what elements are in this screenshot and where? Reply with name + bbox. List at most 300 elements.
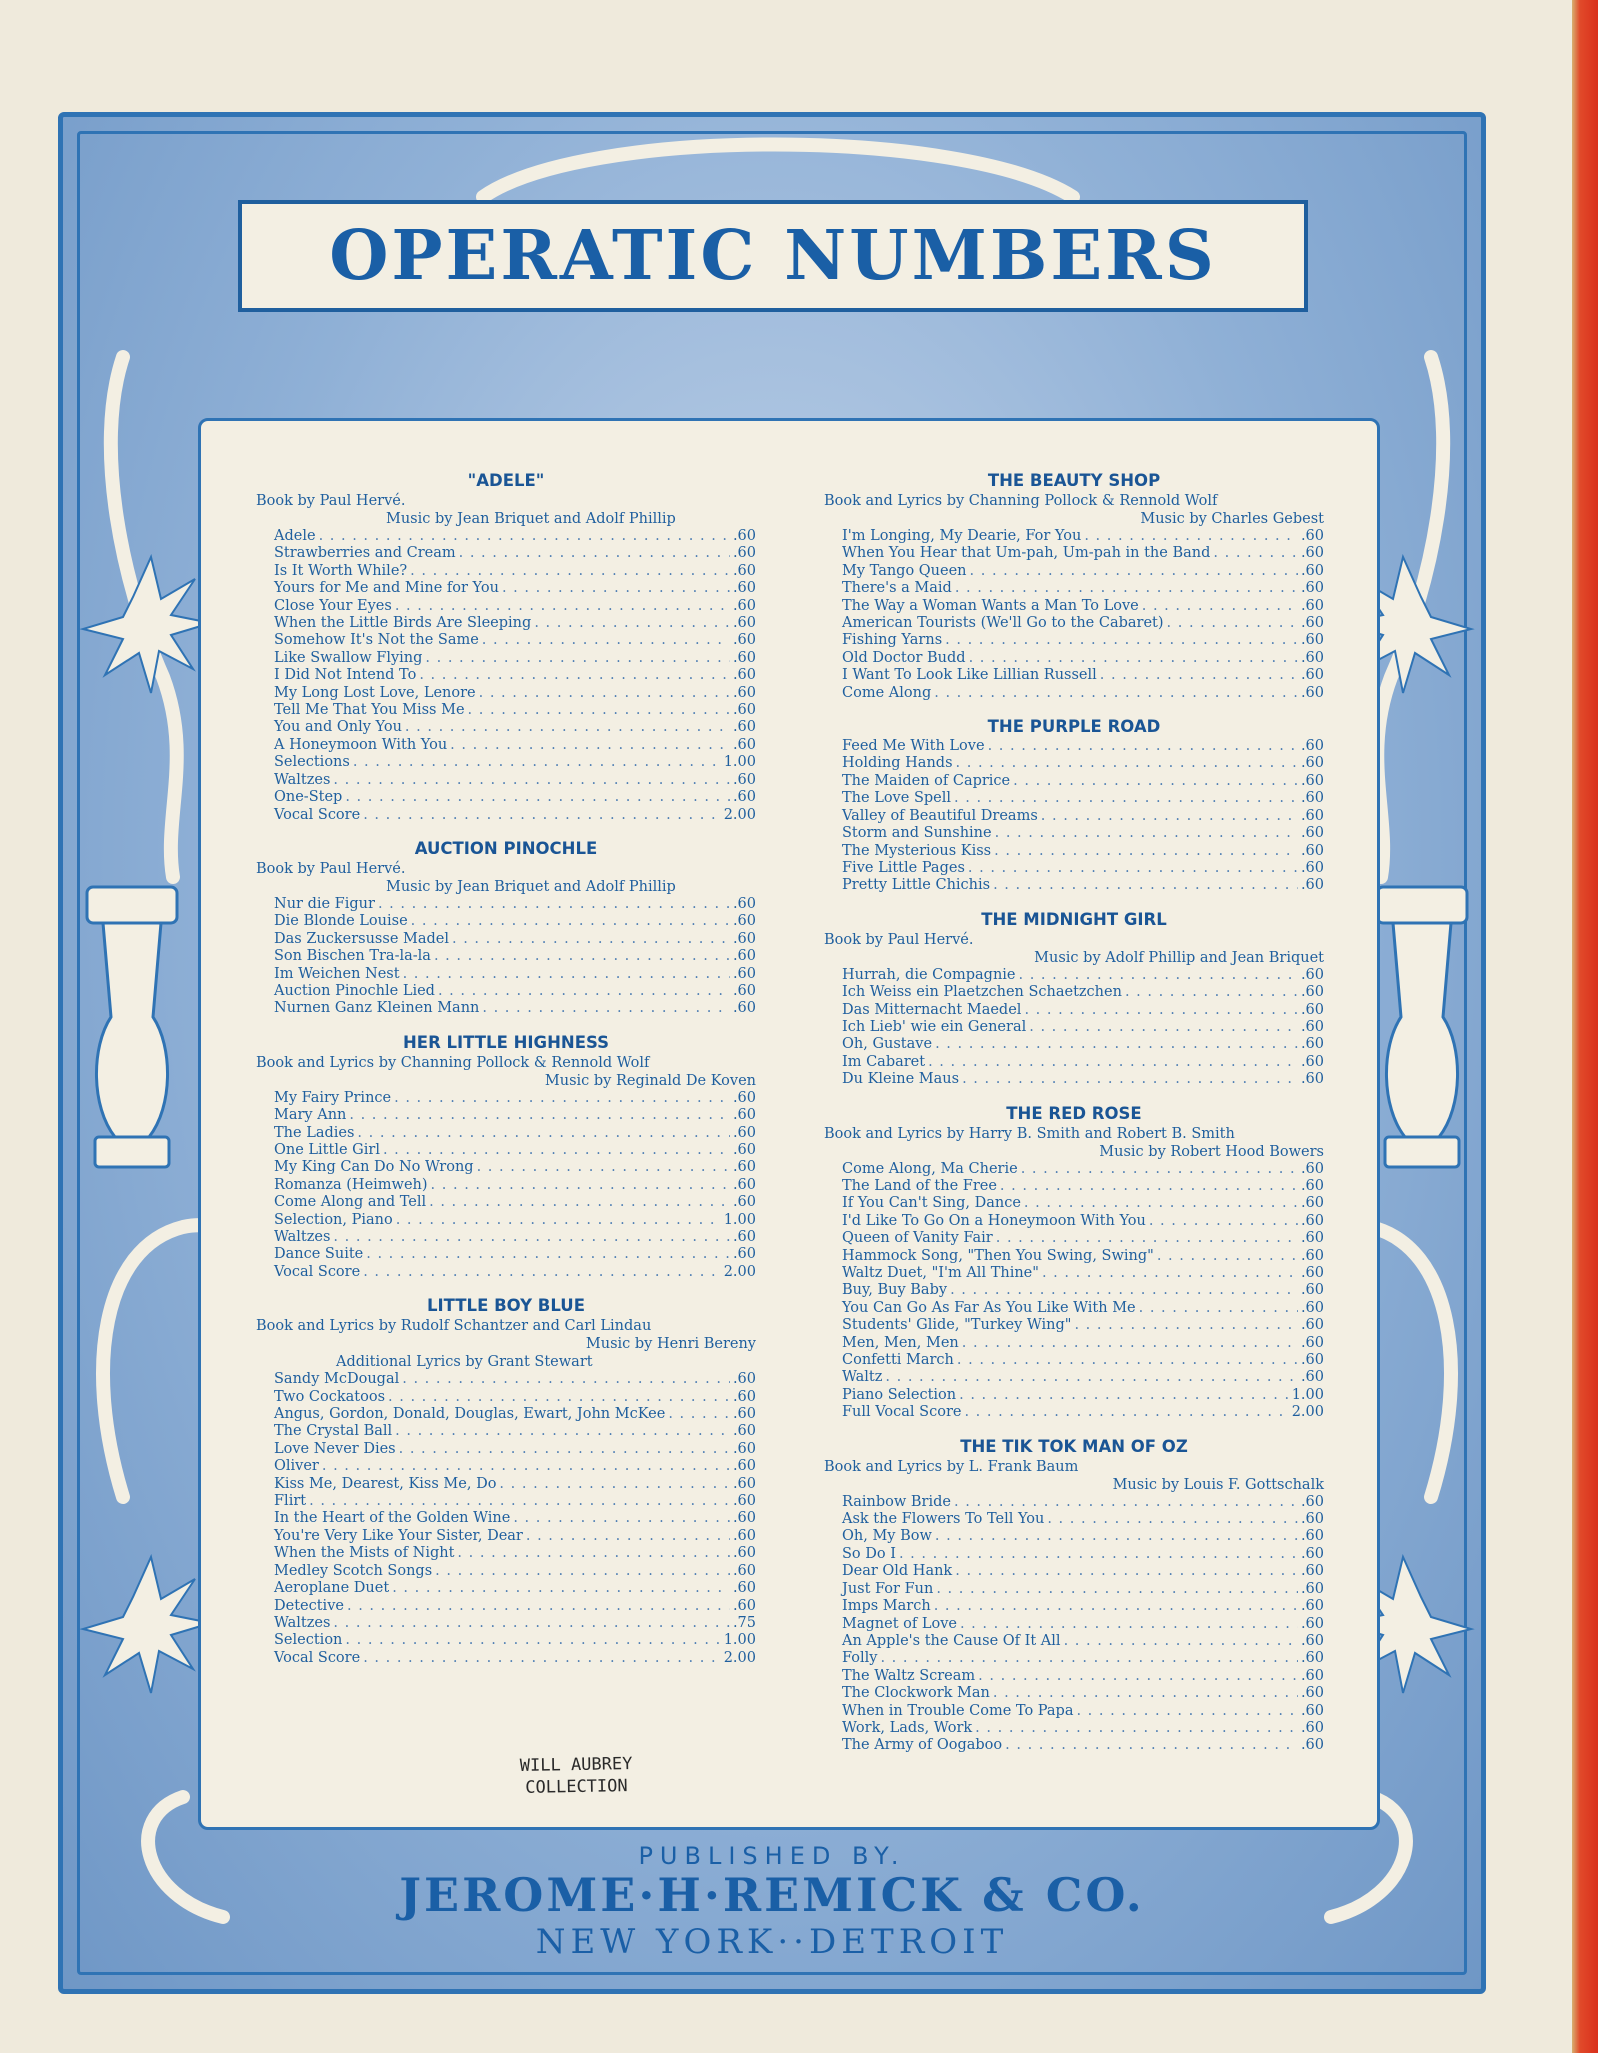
- dot-leader: [403, 966, 730, 983]
- dot-leader: [457, 1545, 730, 1562]
- song-item: [842, 1352, 1324, 1369]
- song-title: The Land of the Free: [842, 1177, 997, 1194]
- dot-leader: [1139, 1300, 1298, 1317]
- song-item: [274, 737, 756, 754]
- song-price: .60: [1300, 1230, 1324, 1247]
- song-price: .60: [732, 1475, 756, 1492]
- dot-leader: [994, 843, 1298, 860]
- song-list: [274, 1090, 756, 1281]
- section-little-boy-blue: [256, 1295, 756, 1681]
- dot-leader: [968, 860, 1298, 877]
- section-spacer: [824, 1089, 1324, 1103]
- song-title: Oh, My Bow: [842, 1528, 932, 1545]
- song-price: .60: [732, 597, 756, 614]
- song-title: Work, Lads, Work: [842, 1719, 973, 1736]
- song-title: Dance Suite: [274, 1246, 364, 1263]
- section-credit: Book by Paul Hervé.: [824, 931, 974, 948]
- song-title: The Waltz Scream: [842, 1667, 976, 1684]
- song-item: [842, 1282, 1324, 1299]
- publisher-name: JEROME·H·REMICK & CO.: [399, 1868, 1145, 1922]
- song-item: [274, 1125, 756, 1142]
- song-item: [274, 948, 756, 965]
- section-the-tik-tok-man-of-oz: [824, 1436, 1324, 1769]
- song-price: .60: [1300, 1632, 1324, 1649]
- song-list: [274, 1371, 756, 1667]
- song-title: Pretty Little Chichis: [842, 877, 991, 894]
- song-price: .60: [732, 1141, 756, 1158]
- dot-leader: [347, 1598, 730, 1615]
- song-price: .60: [732, 1580, 756, 1597]
- song-item: [274, 1371, 756, 1388]
- section-the-purple-road: [824, 716, 1324, 909]
- song-item: [274, 650, 756, 667]
- song-title: When the Little Birds Are Sleeping: [274, 615, 532, 632]
- section-title: THE RED ROSE: [1006, 1103, 1142, 1123]
- section-spacer: [256, 1281, 756, 1295]
- dot-leader: [962, 1071, 1298, 1088]
- song-item: [842, 1369, 1324, 1386]
- song-title: Just For Fun: [842, 1580, 934, 1597]
- dot-leader: [1024, 1195, 1298, 1212]
- song-price: 2.00: [723, 1263, 756, 1280]
- song-item: [842, 967, 1324, 984]
- song-title: Close Your Eyes: [274, 597, 392, 614]
- dot-leader: [899, 1546, 1298, 1563]
- section-spacer: [256, 1667, 756, 1681]
- song-title: Die Blonde Louise: [274, 913, 408, 930]
- section-credit: Music by Louis F. Gottschalk: [1112, 1476, 1324, 1493]
- song-title: Selection: [274, 1632, 343, 1649]
- song-title: Come Along, Ma Cherie: [842, 1160, 1018, 1177]
- section-spacer: [256, 824, 756, 838]
- song-price: .60: [1300, 1352, 1324, 1369]
- song-title: Nurnen Ganz Kleinen Mann: [274, 1000, 480, 1017]
- section-credit: Music by Jean Briquet and Adolf Phillip: [386, 511, 676, 527]
- dot-leader: [935, 1036, 1298, 1053]
- song-item: [274, 1159, 756, 1176]
- song-title: When in Trouble Come To Papa: [842, 1702, 1074, 1719]
- dot-leader: [396, 1212, 721, 1229]
- section-credit: Book and Lyrics by L. Frank Baum: [824, 1458, 1079, 1475]
- song-price: .60: [1300, 1598, 1324, 1615]
- song-price: .60: [1300, 1247, 1324, 1264]
- dot-leader: [1064, 1633, 1298, 1650]
- song-item: [842, 1248, 1324, 1265]
- dot-leader: [1100, 667, 1298, 684]
- song-title: Das Mitternacht Maedel: [842, 1001, 1022, 1018]
- section-title: THE TIK TOK MAN OF OZ: [960, 1436, 1188, 1456]
- song-title: Valley of Beautiful Dreams: [842, 807, 1038, 824]
- song-price: .60: [732, 1562, 756, 1579]
- right-column: [824, 470, 1324, 1769]
- dot-leader: [431, 1177, 730, 1194]
- song-title: So Do I: [842, 1545, 896, 1562]
- section-the-midnight-girl: [824, 909, 1324, 1103]
- song-price: .60: [1300, 1177, 1324, 1194]
- song-title: The Ladies: [274, 1124, 355, 1141]
- dot-leader: [395, 1423, 730, 1440]
- section-credit: Music by Henri Bereny: [585, 1336, 756, 1353]
- section-spacer: [824, 1755, 1324, 1769]
- song-price: .60: [1300, 1036, 1324, 1053]
- dot-leader: [534, 615, 730, 632]
- section-spacer: [824, 1422, 1324, 1436]
- song-title: Romanza (Heimweh): [274, 1176, 428, 1193]
- song-title: Students' Glide, "Turkey Wing": [842, 1317, 1072, 1334]
- dot-leader: [954, 790, 1298, 807]
- song-price: .60: [1300, 859, 1324, 876]
- song-price: 1.00: [723, 754, 756, 771]
- song-title: The Crystal Ball: [274, 1423, 393, 1440]
- song-title: Five Little Pages: [842, 859, 965, 876]
- dot-leader: [513, 1510, 730, 1527]
- dot-leader: [1042, 1265, 1298, 1282]
- song-item: [274, 966, 756, 983]
- song-item: [274, 1229, 756, 1246]
- song-price: .60: [732, 684, 756, 701]
- dot-leader: [410, 563, 730, 580]
- song-title: Two Cockatoos: [274, 1388, 386, 1405]
- dot-leader: [333, 1615, 730, 1632]
- song-list: [274, 528, 756, 824]
- dot-leader: [452, 931, 730, 948]
- song-price: .60: [732, 1246, 756, 1263]
- song-list: [842, 1161, 1324, 1422]
- song-item: [842, 1563, 1324, 1580]
- dot-leader: [333, 772, 730, 789]
- song-title: Im Cabaret: [842, 1053, 926, 1070]
- song-item: [842, 580, 1324, 597]
- song-price: .60: [732, 528, 756, 544]
- song-item: [842, 528, 1324, 545]
- song-price: 1.00: [723, 1211, 756, 1228]
- song-price: .60: [732, 562, 756, 579]
- song-price: .60: [732, 789, 756, 806]
- publisher-cities: NEW YORK··DETROIT: [535, 1922, 1009, 1962]
- song-item: [274, 632, 756, 649]
- song-item: [842, 1335, 1324, 1352]
- song-item: [274, 1441, 756, 1458]
- dot-leader: [477, 1159, 730, 1176]
- dot-leader: [402, 1371, 730, 1388]
- song-title: There's a Maid: [842, 580, 952, 597]
- song-item: [274, 1476, 756, 1493]
- dot-leader: [1047, 1511, 1298, 1528]
- dot-leader: [1013, 773, 1298, 790]
- song-item: [842, 563, 1324, 580]
- song-title: Kiss Me, Dearest, Kiss Me, Do: [274, 1475, 497, 1492]
- dot-leader: [468, 702, 730, 719]
- song-title: When You Hear that Um-pah, Um-pah in the Band: [842, 545, 1211, 562]
- song-title: My King Can Do No Wrong: [274, 1159, 474, 1176]
- song-title: Waltz: [842, 1369, 883, 1386]
- song-title: My Tango Queen: [842, 562, 967, 579]
- song-title: Detective: [274, 1597, 344, 1614]
- section-title: THE MIDNIGHT GIRL: [981, 909, 1167, 929]
- dot-leader: [962, 1335, 1298, 1352]
- song-item: [842, 545, 1324, 562]
- song-list: [842, 738, 1324, 895]
- song-item: [842, 738, 1324, 755]
- section-credit: Book and Lyrics by Channing Pollock & Rennold Wolf: [824, 493, 1218, 509]
- song-price: .60: [1300, 1580, 1324, 1597]
- dot-leader: [1019, 967, 1298, 984]
- dot-leader: [935, 1528, 1298, 1545]
- song-price: .60: [732, 1545, 756, 1562]
- dot-leader: [1076, 1703, 1297, 1720]
- song-price: .60: [732, 1107, 756, 1124]
- dot-leader: [482, 1000, 730, 1017]
- song-title: You and Only You: [274, 719, 402, 736]
- dot-leader: [429, 1194, 730, 1211]
- dot-leader: [885, 1369, 1298, 1386]
- song-item: [842, 615, 1324, 632]
- song-item: [274, 789, 756, 806]
- dot-leader: [479, 685, 730, 702]
- song-title: Das Zuckersusse Madel: [274, 930, 449, 947]
- song-item: [842, 1598, 1324, 1615]
- song-item: [842, 773, 1324, 790]
- song-price: .60: [1300, 1737, 1324, 1754]
- dot-leader: [526, 1528, 730, 1545]
- song-price: .60: [1300, 1334, 1324, 1351]
- publisher-intro: PUBLISHED BY.: [638, 1842, 906, 1870]
- song-price: .60: [732, 649, 756, 666]
- dot-leader: [319, 528, 730, 545]
- song-item: [274, 719, 756, 736]
- song-price: .75: [732, 1614, 756, 1631]
- dot-leader: [995, 825, 1298, 842]
- section-credit: Music by Charles Gebest: [1140, 511, 1324, 527]
- title-banner: [238, 200, 1308, 312]
- dot-leader: [1041, 808, 1298, 825]
- song-price: .60: [732, 1597, 756, 1614]
- dot-leader: [934, 1598, 1298, 1615]
- dot-leader: [936, 1581, 1298, 1598]
- song-item: [842, 860, 1324, 877]
- song-price: .60: [732, 702, 756, 719]
- song-item: [274, 1212, 756, 1229]
- song-title: The Clockwork Man: [842, 1685, 990, 1702]
- song-price: .60: [1300, 1265, 1324, 1281]
- song-item: [842, 1703, 1324, 1720]
- song-item: [274, 983, 756, 1000]
- song-price: .60: [1300, 1018, 1324, 1035]
- dot-leader: [993, 1685, 1298, 1702]
- song-price: .60: [1300, 984, 1324, 1001]
- song-title: Imps March: [842, 1598, 931, 1615]
- dot-leader: [1084, 528, 1298, 545]
- collection-stamp: [520, 1753, 633, 1799]
- song-item: [274, 1142, 756, 1159]
- dot-leader: [1021, 1161, 1298, 1178]
- song-title: Men, Men, Men: [842, 1334, 959, 1351]
- section-spacer: [824, 895, 1324, 909]
- song-price: .60: [732, 1440, 756, 1457]
- song-price: .60: [732, 719, 756, 736]
- section-title: HER LITTLE HIGHNESS: [402, 1032, 609, 1052]
- song-item: [842, 808, 1324, 825]
- section-credit: Additional Lyrics by Grant Stewart: [336, 1354, 593, 1371]
- song-price: .60: [732, 1423, 756, 1440]
- song-price: .60: [1300, 1719, 1324, 1736]
- section-credit: Book by Paul Hervé.: [256, 860, 406, 877]
- section-credit: Music by Robert Hood Bowers: [1099, 1143, 1324, 1160]
- song-price: .60: [1300, 1195, 1324, 1212]
- song-item: [842, 1300, 1324, 1317]
- dot-leader: [309, 1493, 730, 1510]
- song-price: .60: [1300, 1053, 1324, 1070]
- dot-leader: [955, 1563, 1298, 1580]
- dot-leader: [1024, 1002, 1298, 1019]
- song-title: Come Along and Tell: [274, 1194, 427, 1211]
- song-item: [274, 1000, 756, 1017]
- song-price: .60: [1300, 615, 1324, 632]
- song-price: .60: [1300, 1545, 1324, 1562]
- dot-leader: [668, 1406, 730, 1423]
- song-item: [842, 1720, 1324, 1737]
- song-title: An Apple's the Cause Of It All: [842, 1632, 1061, 1649]
- song-item: [274, 1493, 756, 1510]
- song-price: .60: [732, 1458, 756, 1475]
- song-price: .60: [1300, 772, 1324, 789]
- song-title: Oliver: [274, 1458, 319, 1475]
- song-item: [842, 1616, 1324, 1633]
- song-item: [842, 1317, 1324, 1334]
- song-item: [842, 1054, 1324, 1071]
- song-item: [842, 1387, 1324, 1404]
- song-title: Vocal Score: [274, 1263, 361, 1280]
- song-title: One-Step: [274, 789, 343, 806]
- dot-leader: [419, 667, 730, 684]
- song-item: [842, 1036, 1324, 1053]
- song-price: .60: [1300, 1160, 1324, 1177]
- song-item: [274, 772, 756, 789]
- dot-leader: [425, 650, 730, 667]
- song-item: [274, 1615, 756, 1632]
- song-title: Sandy McDougal: [274, 1371, 400, 1388]
- dot-leader: [405, 719, 730, 736]
- song-price: .60: [1300, 667, 1324, 684]
- dot-leader: [322, 1458, 730, 1475]
- song-item: [274, 754, 756, 771]
- song-title: I'd Like To Go On a Honeymoon With You: [842, 1212, 1146, 1229]
- dot-leader: [996, 1230, 1298, 1247]
- song-item: [842, 1528, 1324, 1545]
- dot-leader: [499, 1476, 730, 1493]
- song-price: .60: [1300, 877, 1324, 894]
- dot-leader: [438, 983, 730, 1000]
- song-price: .60: [1300, 649, 1324, 666]
- song-title: Vocal Score: [274, 1649, 361, 1666]
- song-item: [274, 1458, 756, 1475]
- song-price: .60: [1300, 790, 1324, 807]
- dot-leader: [378, 896, 730, 913]
- dot-leader: [482, 632, 730, 649]
- section-spacer: [256, 1018, 756, 1032]
- song-title: I'm Longing, My Dearie, For You: [842, 528, 1082, 544]
- song-title: Come Along: [842, 684, 932, 701]
- page-title: OPERATIC NUMBERS: [329, 216, 1217, 296]
- song-item: [842, 632, 1324, 649]
- song-title: You Can Go As Far As You Like With Me: [842, 1299, 1136, 1316]
- song-price: .60: [732, 1000, 756, 1017]
- dot-leader: [988, 738, 1298, 755]
- dot-leader: [363, 1650, 721, 1667]
- song-title: Auction Pinochle Lied: [274, 982, 435, 999]
- dot-leader: [395, 598, 730, 615]
- song-item: [274, 1406, 756, 1423]
- dot-leader: [435, 1563, 730, 1580]
- dot-leader: [333, 1229, 730, 1246]
- song-price: .60: [1300, 528, 1324, 544]
- song-price: .60: [1300, 1615, 1324, 1632]
- song-title: You're Very Like Your Sister, Dear: [274, 1527, 523, 1544]
- song-price: .60: [1300, 1282, 1324, 1299]
- song-title: Old Doctor Budd: [842, 649, 966, 666]
- song-item: [842, 1161, 1324, 1178]
- song-item: [842, 1213, 1324, 1230]
- song-price: .60: [732, 895, 756, 912]
- song-title: One Little Girl: [274, 1141, 380, 1158]
- section-title: AUCTION PINOCHLE: [414, 838, 598, 858]
- song-item: [274, 1194, 756, 1211]
- song-price: .60: [1300, 966, 1324, 983]
- song-list: [842, 1494, 1324, 1755]
- song-item: [842, 1265, 1324, 1282]
- dot-leader: [955, 580, 1298, 597]
- song-item: [842, 1668, 1324, 1685]
- song-item: [274, 1090, 756, 1107]
- song-title: Waltzes: [274, 1614, 331, 1631]
- section-the-beauty-shop: [824, 470, 1324, 716]
- song-price: 2.00: [723, 806, 756, 823]
- dot-leader: [950, 1282, 1298, 1299]
- song-title: The Maiden of Caprice: [842, 772, 1011, 789]
- dot-leader: [957, 1352, 1298, 1369]
- song-title: Aeroplane Duet: [274, 1580, 390, 1597]
- section-credit: Music by Adolf Phillip and Jean Briquet: [1034, 949, 1324, 966]
- song-price: .60: [732, 965, 756, 982]
- song-item: [274, 615, 756, 632]
- section-credit: Music by Reginald De Koven: [544, 1072, 756, 1089]
- song-item: [274, 896, 756, 913]
- dot-leader: [399, 1441, 730, 1458]
- dot-leader: [411, 913, 730, 930]
- song-title: The Way a Woman Wants a Man To Love: [842, 597, 1139, 614]
- dot-leader: [450, 737, 730, 754]
- dot-leader: [1149, 1213, 1298, 1230]
- dot-leader: [970, 563, 1298, 580]
- song-price: .60: [1300, 842, 1324, 859]
- song-title: Full Vocal Score: [842, 1404, 962, 1421]
- song-item: [842, 755, 1324, 772]
- song-title: Waltzes: [274, 1229, 331, 1245]
- song-list: [842, 528, 1324, 702]
- song-item: [842, 877, 1324, 894]
- song-item: [842, 1633, 1324, 1650]
- song-item: [274, 1510, 756, 1527]
- dot-leader: [880, 1650, 1297, 1667]
- section-title: THE BEAUTY SHOP: [987, 471, 1161, 490]
- song-item: [274, 1545, 756, 1562]
- song-item: [842, 1178, 1324, 1195]
- song-price: .60: [732, 1194, 756, 1211]
- dot-leader: [959, 1387, 1289, 1404]
- song-price: .60: [1300, 807, 1324, 824]
- song-item: [274, 1264, 756, 1281]
- song-title: Waltz Duet, "I'm All Thine": [842, 1265, 1039, 1281]
